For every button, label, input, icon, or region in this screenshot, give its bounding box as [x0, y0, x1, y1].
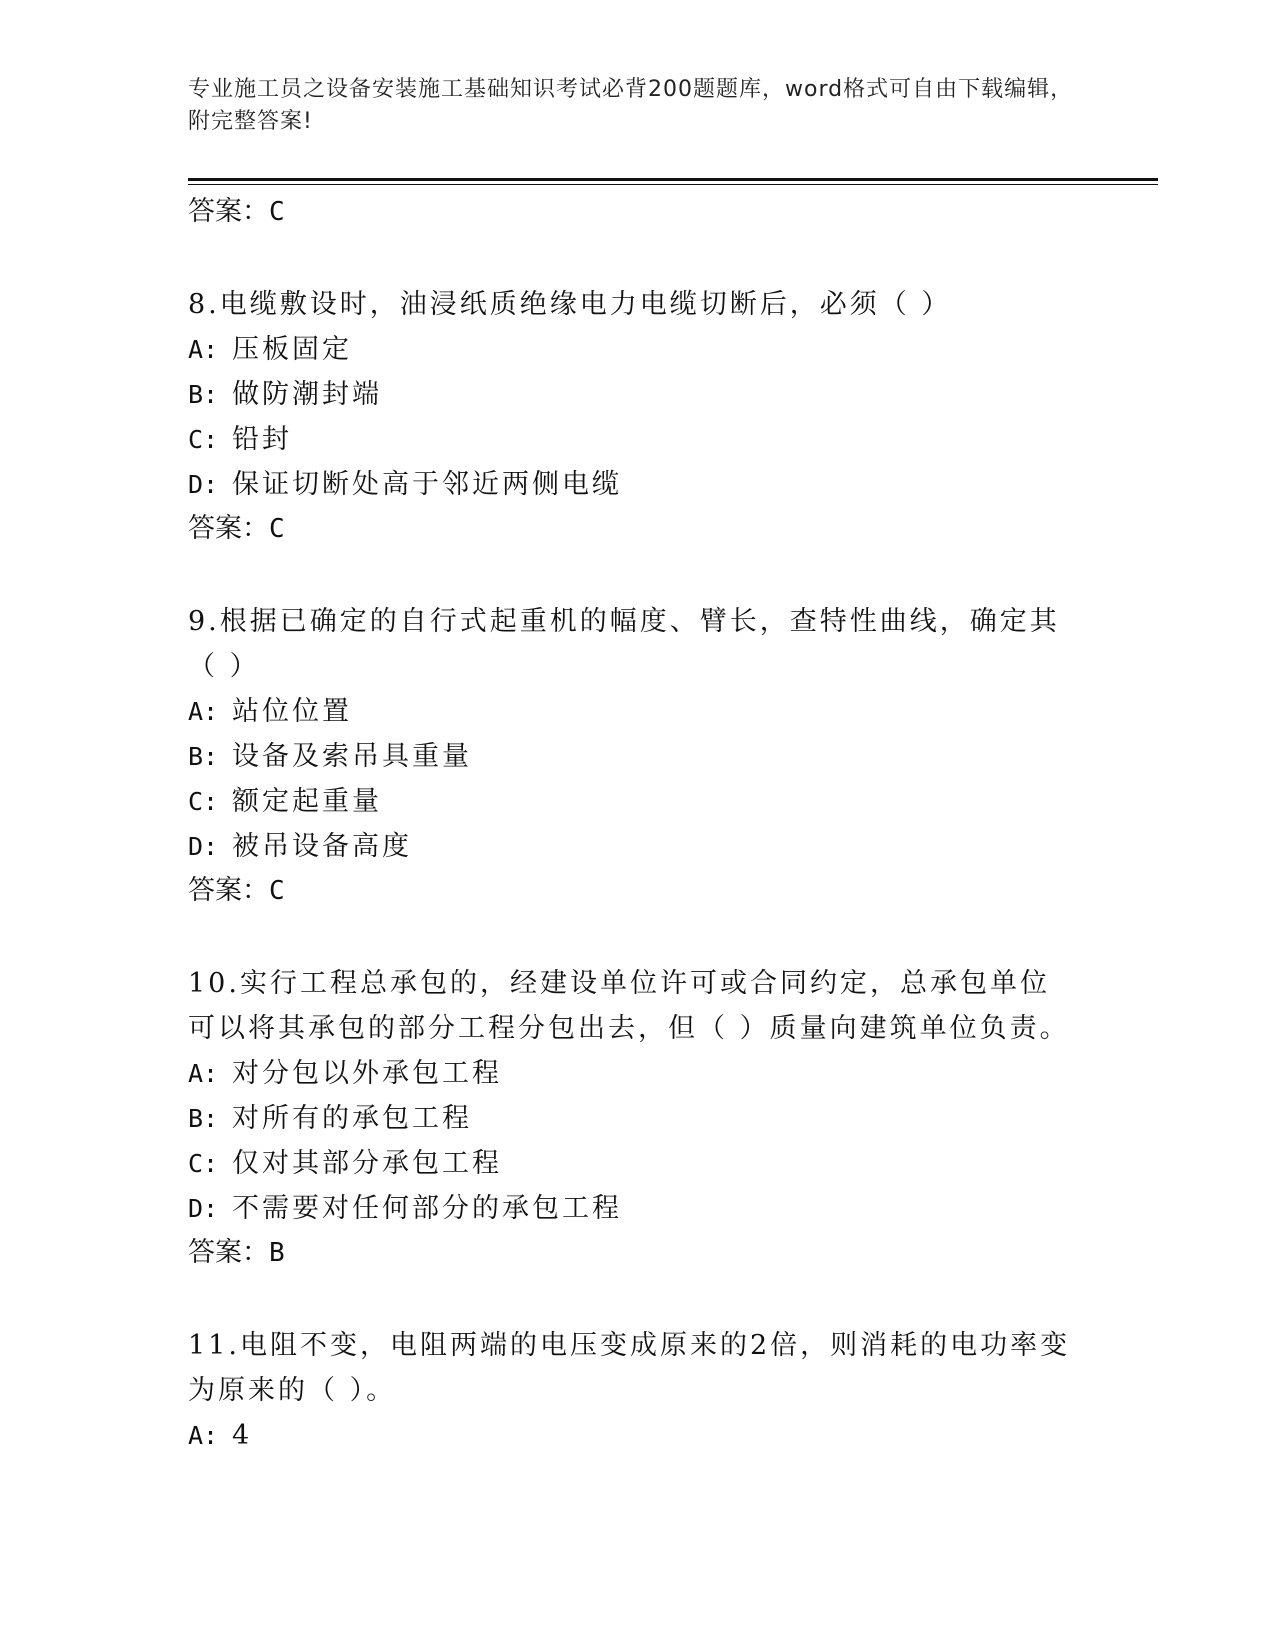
option-a: [188, 327, 1088, 372]
option-text: 站位位置: [232, 696, 352, 727]
option-text: 设备及索吊具重量: [232, 741, 472, 772]
question-8: [188, 282, 1088, 551]
option-key: B:: [188, 742, 219, 771]
question-stem: 11.电阻不变，电阻两端的电压变成原来的2倍，则消耗的电功率变为原来的（ ）。: [188, 1330, 1071, 1406]
document-header: 专业施工员之设备安装施工基础知识考试必背200题题库，word格式可自由下载编辑，附完整答案!: [188, 77, 1074, 134]
option-b: [188, 734, 1088, 779]
answer-prefix: 答案：: [188, 196, 269, 227]
option-text: 被吊设备高度: [232, 831, 412, 862]
option-key: B:: [188, 1104, 219, 1133]
option-c: [188, 417, 1088, 462]
option-text: 4: [232, 1420, 253, 1451]
option-a: [188, 1413, 1088, 1458]
header-rule-thin: [188, 184, 1158, 185]
option-b: [188, 372, 1088, 417]
option-c: [188, 1141, 1088, 1186]
option-a: [188, 1051, 1088, 1096]
question-stem: 9.根据已确定的自行式起重机的幅度、臂长，查特性曲线，确定其（ ）: [188, 606, 1060, 682]
option-key: A:: [188, 697, 219, 726]
option-a: [188, 689, 1088, 734]
option-c: [188, 779, 1088, 824]
question-9: [188, 599, 1088, 913]
option-text: 压板固定: [232, 334, 352, 365]
answer-line: [188, 190, 1088, 234]
answer-prefix: 答案：: [188, 513, 269, 544]
answer-value: C: [269, 876, 285, 906]
option-key: A:: [188, 335, 219, 364]
option-key: B:: [188, 380, 219, 409]
answer-line: [188, 869, 1088, 913]
option-text: 保证切断处高于邻近两侧电缆: [232, 469, 622, 500]
question-11: [188, 1323, 1088, 1458]
answer-value: B: [269, 1238, 285, 1268]
question-list: [188, 190, 1088, 1458]
option-text: 对分包以外承包工程: [232, 1058, 502, 1089]
answer-value: C: [269, 514, 285, 544]
question-stem: 10.实行工程总承包的，经建设单位许可或合同约定，总承包单位可以将其承包的部分工程分包出去，但（ ）质量向建筑单位负责。: [188, 968, 1070, 1044]
answer-line: [188, 1231, 1088, 1275]
option-text: 做防潮封端: [232, 379, 382, 410]
question-10: [188, 961, 1088, 1275]
option-text: 额定起重量: [232, 786, 382, 817]
option-key: C:: [188, 1149, 219, 1178]
question-stem: 8.电缆敷设时，油浸纸质绝缘电力电缆切断后，必须（ ）: [188, 289, 952, 320]
option-key: A:: [188, 1059, 219, 1088]
option-b: [188, 1096, 1088, 1141]
option-d: [188, 462, 1088, 507]
option-text: 不需要对任何部分的承包工程: [232, 1193, 622, 1224]
option-d: [188, 824, 1088, 869]
option-key: C:: [188, 425, 219, 454]
answer-value: C: [269, 197, 285, 227]
option-text: 仅对其部分承包工程: [232, 1148, 502, 1179]
option-key: D:: [188, 1194, 219, 1223]
option-d: [188, 1186, 1088, 1231]
option-key: C:: [188, 787, 219, 816]
answer-prefix: 答案：: [188, 1237, 269, 1268]
answer-prefix: 答案：: [188, 875, 269, 906]
option-key: A:: [188, 1421, 219, 1450]
option-text: 铅封: [232, 424, 292, 455]
option-text: 对所有的承包工程: [232, 1103, 472, 1134]
answer-line: [188, 507, 1088, 551]
header-rule-thick: [188, 178, 1158, 181]
option-key: D:: [188, 832, 219, 861]
option-key: D:: [188, 470, 219, 499]
